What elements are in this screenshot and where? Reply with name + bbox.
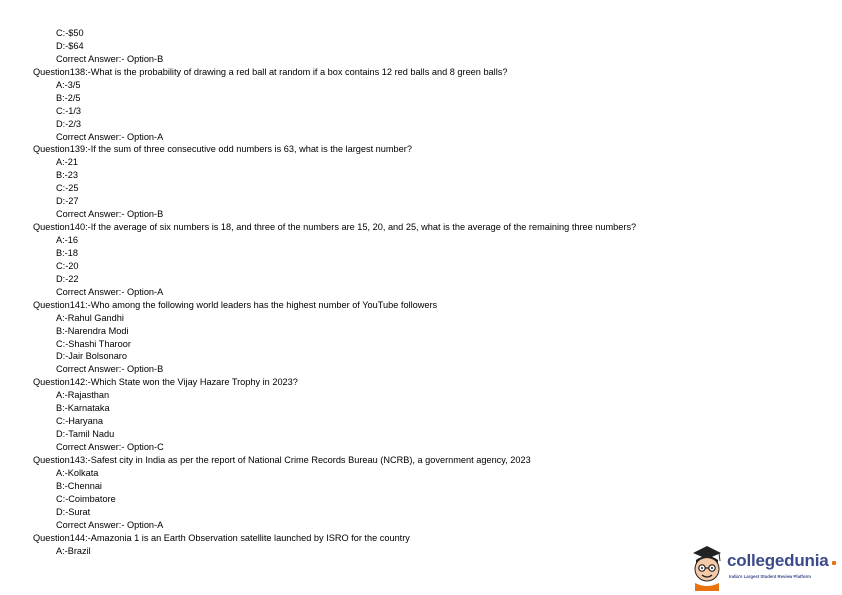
option-line: C:-Shashi Tharoor xyxy=(56,338,131,349)
option-line: D:-2/3 xyxy=(56,118,82,129)
question-line: Question142:-Which State won the Vijay Hazare Trophy in 2023? xyxy=(33,377,298,388)
option-line: C:-Coimbatore xyxy=(56,493,116,504)
correct-answer-line: Correct Answer:- Option-B xyxy=(56,53,164,64)
option-line: A:-21 xyxy=(56,157,78,168)
logo-tagline: India's Largest Student Review Platform xyxy=(729,574,811,579)
option-line: D:-$64 xyxy=(56,40,84,51)
question-line: Question144:-Amazonia 1 is an Earth Observation satellite launched by ISRO for the country xyxy=(33,532,410,543)
option-line: D:-Jair Bolsonaro xyxy=(56,351,127,362)
option-line: B:-Karnataka xyxy=(56,403,110,414)
correct-answer-line: Correct Answer:- Option-A xyxy=(56,286,164,297)
question-line: Question143:-Safest city in India as per the report of National Crime Records Bureau (NCRB), a government agency, 2023 xyxy=(33,454,531,465)
option-line: C:-20 xyxy=(56,260,79,271)
option-line: C:-$50 xyxy=(56,28,84,38)
option-line: D:-22 xyxy=(56,273,79,284)
option-line: C:-Haryana xyxy=(56,416,103,427)
option-line: B:-Chennai xyxy=(56,480,102,491)
option-line: C:-25 xyxy=(56,183,79,194)
option-line: B:-Narendra Modi xyxy=(56,325,129,336)
option-line: A:-Rajasthan xyxy=(56,390,110,401)
option-line: C:-1/3 xyxy=(56,105,82,116)
option-line: A:-Rahul Gandhi xyxy=(56,312,124,323)
option-line: A:-Kolkata xyxy=(56,467,99,478)
correct-answer-line: Correct Answer:- Option-C xyxy=(56,442,164,452)
option-line: A:-16 xyxy=(56,235,78,245)
option-line: B:-2/5 xyxy=(56,92,81,103)
question-line: Question140:-If the average of six numbers is 18, and three of the numbers are 15, 20, and 25, what is the average of the remaining three numbers? xyxy=(33,222,637,233)
question-line: Question138:-What is the probability of drawing a red ball at random if a box contains 12 red balls and 8 green balls? xyxy=(33,66,508,77)
option-line: B:-18 xyxy=(56,247,78,258)
logo-brand-text: collegedunia xyxy=(727,551,829,570)
option-line: D:-27 xyxy=(56,196,79,207)
correct-answer-line: Correct Answer:- Option-B xyxy=(56,209,164,220)
correct-answer-line: Correct Answer:- Option-A xyxy=(56,519,164,530)
option-line: D:-Tamil Nadu xyxy=(56,429,115,440)
option-line: A:-3/5 xyxy=(56,79,81,90)
mascot-icon xyxy=(689,543,725,591)
document-body xyxy=(0,27,842,557)
collegedunia-logo xyxy=(689,543,839,591)
question-line: Question139:-If the sum of three consecutive odd numbers is 63, what is the largest number? xyxy=(33,144,412,155)
logo-accent-dot xyxy=(832,561,836,565)
option-line: D:-Surat xyxy=(56,506,91,517)
option-line: B:-23 xyxy=(56,170,78,181)
correct-answer-line: Correct Answer:- Option-A xyxy=(56,131,164,142)
option-line: A:-Brazil xyxy=(56,545,91,556)
correct-answer-line: Correct Answer:- Option-B xyxy=(56,364,164,375)
question-line: Question141:-Who among the following world leaders has the highest number of YouTube followers xyxy=(33,299,438,310)
